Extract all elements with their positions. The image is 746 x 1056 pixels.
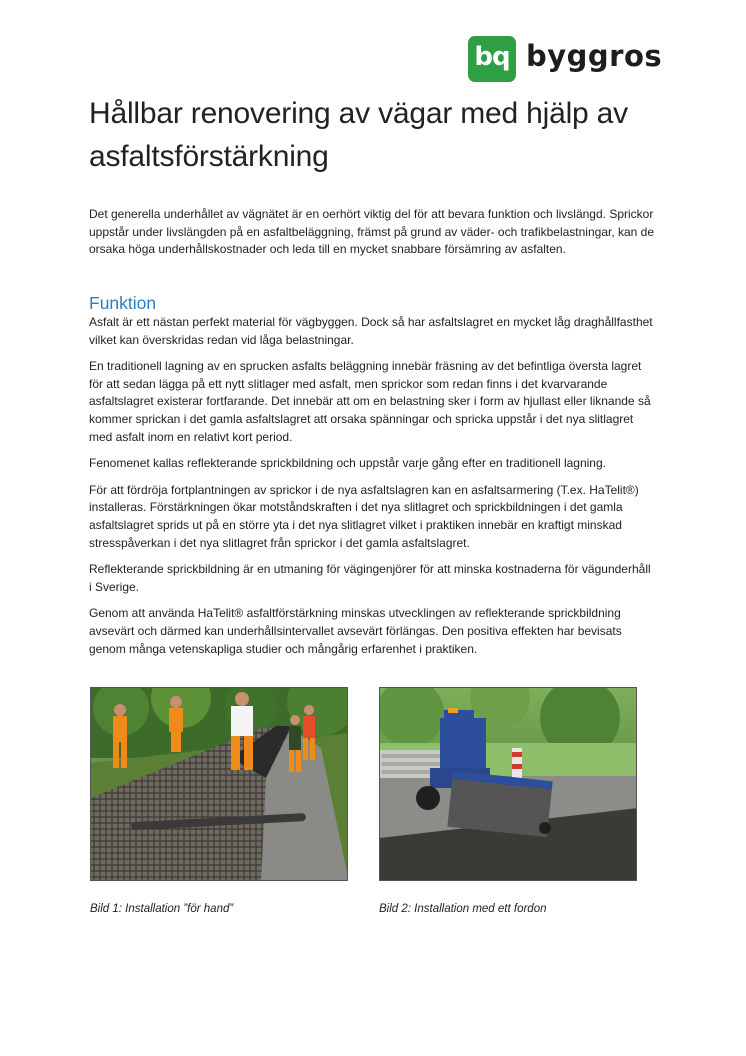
logo-wordmark: byggros — [526, 39, 663, 73]
section-heading: Funktion — [89, 293, 157, 313]
paragraph: Fenomenet kallas reflekterande sprickbildning och uppstår varje gång efter en traditionell lagning. — [89, 456, 606, 471]
road-workers-photo — [91, 688, 348, 881]
figure-1-caption: Bild 1: Installation ”för hand” — [90, 903, 234, 915]
laying-vehicle-photo — [380, 688, 637, 881]
figure-manual-installation — [90, 687, 348, 881]
paragraph: Asfalt är ett nästan perfekt material för vägbyggen. Dock så har asfaltslagret en mycket låg draghållfasthet vilket kan överskridas redan vid låga belastningar. — [89, 315, 653, 347]
brand-logo — [468, 36, 662, 82]
figure-2-caption: Bild 2: Installation med ett fordon — [379, 903, 547, 915]
paragraph: Genom att använda HaTelit® asfaltförstärkning minskas utvecklingen av reflekterande sprickbildning avsevärt och därmed kan underhållsintervallet avsevärt förlängas. Den positiva effekten har bevisats genom många vetenskapliga studier och mångårig erfarenhet i praktiken. — [89, 606, 622, 656]
paragraph: Reflekterande sprickbildning är en utmaning för vägingenjörer för att minska kostnaderna för vägunderhåll i Sverige. — [89, 562, 651, 594]
intro-paragraph: Det generella underhållet av vägnätet är en oerhört viktig del för att bevara funktion och livslängd. Sprickor uppstår under livslängden på en asfaltbeläggning, främst på grund av väder- och trafikbelastningar, kan de orsaka höga underhållskostnader och leda till en mycket snabbare försämring av asfalten. — [89, 207, 655, 257]
worker-figure-2 — [169, 696, 183, 752]
paragraph: För att fördröja fortplantningen av sprickor i de nya asfaltslagren kan en asfaltsarmering (T.ex. HaTelit®) installeras. Förstärkningen ökar motståndskraften i det nya slitlagret och sprickbildningen i det gamla asfaltslagret sprids ut på en större yta i det nya slitlagret vilket i praktiken innebär en kraftigt minskad stresspåverkan i det nya slitlagret från sprickor i det gamla asfaltslagret. — [89, 482, 639, 550]
paragraph: En traditionell lagning av en sprucken asfalts beläggning innebär fräsning av det befintliga översta lagret för att sedan lägga på ett nytt slitlager med asfalt, men sprickor som redan finns i det kvarvarande asfaltslagret existerar fortfarande. Det innebär att om en belastning sker i form av hjullast eller liknande så kommer sprickan i det gamla asfaltslagret att orsaka spänningar och spricka uppstår i det nya slitlagret med asfalt inom en relativt kort period. — [89, 359, 651, 444]
function-section — [89, 292, 655, 667]
intro-block — [89, 206, 655, 268]
logo-mark: bq — [468, 36, 516, 82]
page-title: Hållbar renovering av vägar med hjälp av asfaltsförstärkning — [89, 97, 628, 173]
figure-vehicle-installation — [379, 687, 637, 881]
